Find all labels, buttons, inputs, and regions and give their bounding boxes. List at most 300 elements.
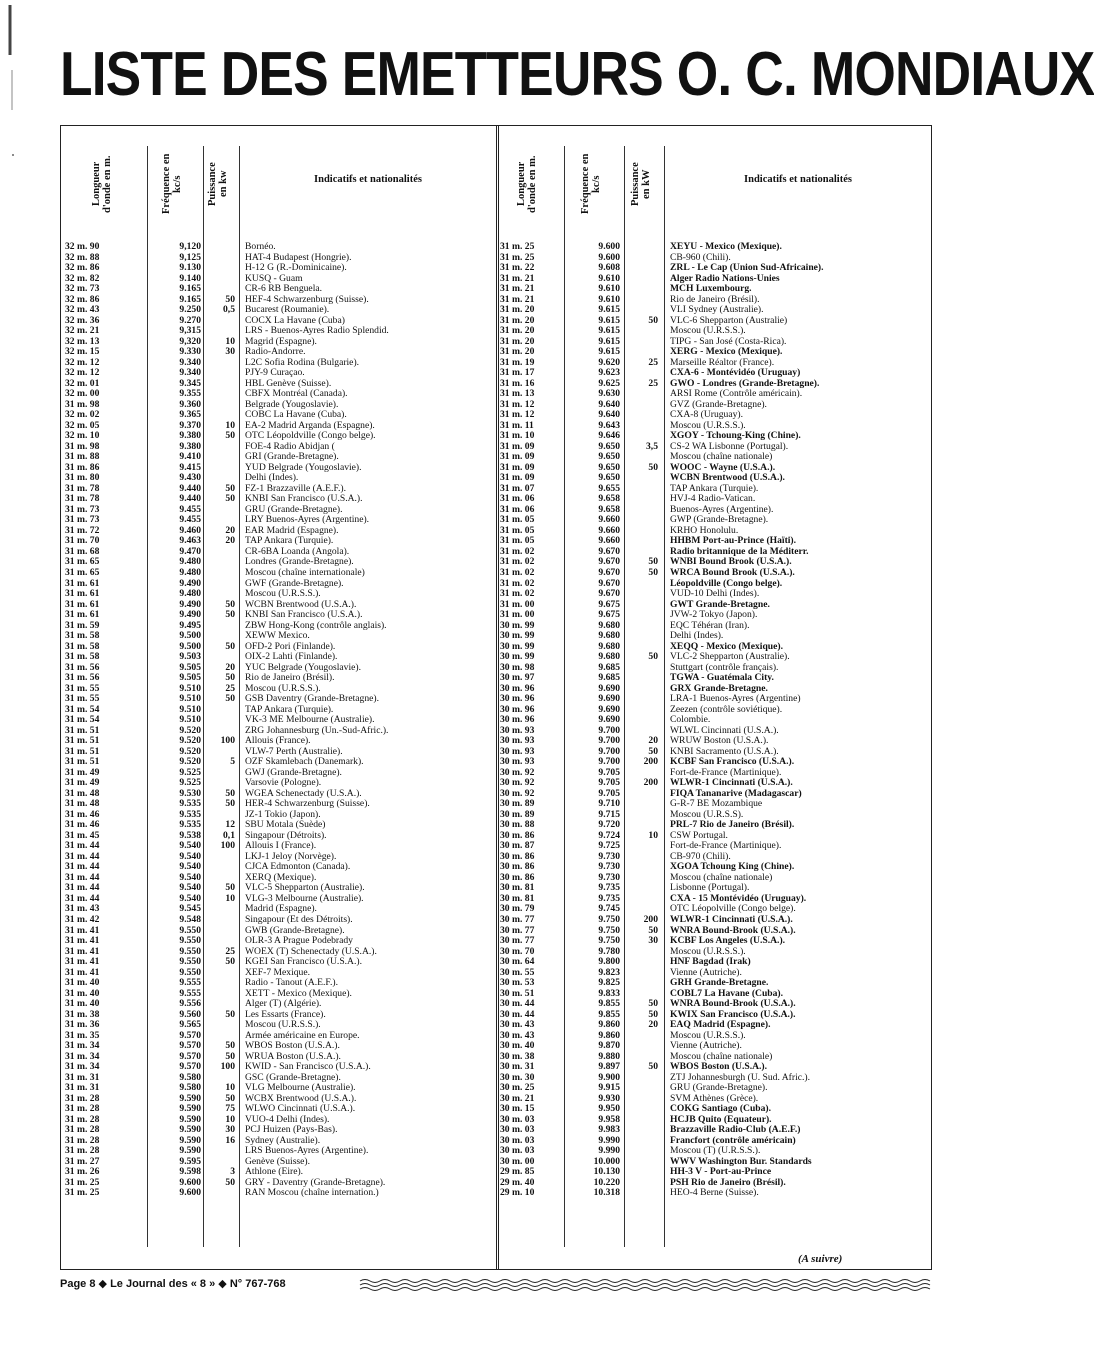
station-cell: XEYU - Mexico (Mexique). — [670, 241, 782, 252]
power-cell: 100 — [220, 735, 235, 747]
station-cell: GRU (Grande-Bretagne). — [670, 1082, 768, 1094]
wavelength-cell: 31 m. 09 — [500, 440, 535, 452]
power-cell: 50 — [648, 745, 658, 757]
wavelength-cell: 30 m. 86 — [500, 871, 535, 883]
frequency-cell: 9.490 — [179, 609, 201, 621]
wavelength-cell: 31 m. 44 — [65, 840, 100, 852]
wavelength-cell: 31 m. 31 — [65, 1082, 100, 1094]
frequency-cell: 9.340 — [179, 356, 201, 368]
table-row — [61, 284, 497, 295]
station-cell: GRH Grande-Bretagne. — [670, 977, 769, 989]
frequency-cell: 9.590 — [179, 1124, 201, 1136]
station-cell: Singapour (Et des Détroits). — [245, 914, 353, 925]
frequency-cell: 9.525 — [179, 777, 201, 789]
frequency-cell: 9.705 — [598, 766, 620, 778]
wavelength-cell: 31 m. 55 — [65, 693, 100, 705]
frequency-cell: 9.600 — [598, 251, 620, 263]
frequency-cell: 9.455 — [179, 514, 201, 526]
frequency-cell: 9.630 — [598, 388, 620, 400]
power-cell: 50 — [225, 430, 235, 442]
station-cell: Radio-Andorre. — [245, 346, 306, 358]
wavelength-cell: 31 m. 59 — [65, 619, 100, 631]
station-cell: OTC Léopolville (Congo belge). — [670, 903, 796, 915]
frequency-cell: 9.600 — [179, 1176, 201, 1188]
frequency-cell: 9.680 — [598, 651, 620, 663]
frequency-cell: 9.690 — [598, 693, 620, 705]
station-cell: Moscou (chaîne nationale) — [670, 871, 773, 883]
frequency-cell: 9.490 — [179, 577, 201, 589]
station-cell: VLC-6 Shepparton (Australie) — [670, 314, 788, 326]
frequency-cell: 9.640 — [598, 398, 620, 410]
station-cell: Moscou (U.R.S.S.). — [245, 682, 321, 694]
frequency-cell: 9.730 — [598, 871, 620, 883]
wavelength-cell: 31 m. 09 — [500, 472, 535, 484]
station-cell: COBL7 La Havane (Cuba). — [670, 987, 784, 999]
wavelength-cell: 30 m. 43 — [500, 1019, 535, 1031]
frequency-cell: 9.705 — [598, 777, 620, 789]
wavelength-cell: 32 m. 36 — [65, 314, 100, 326]
station-cell: Colombie. — [670, 714, 711, 726]
frequency-cell: 9.410 — [179, 451, 201, 463]
station-cell: Marseille Réaltor (France). — [670, 356, 775, 368]
wavelength-cell: 31 m. 21 — [500, 293, 535, 305]
station-cell: SBU Motala (Suède) — [245, 819, 326, 831]
wavelength-cell: 30 m. 40 — [500, 1040, 535, 1052]
wavelength-cell: 30 m. 30 — [500, 1071, 535, 1083]
frequency-cell: 9.570 — [179, 1040, 201, 1052]
wavelength-cell: 31 m. 58 — [65, 630, 100, 642]
wavelength-cell: 31 m. 65 — [65, 566, 100, 578]
frequency-cell: 9.870 — [598, 1040, 620, 1052]
wavelength-cell: 30 m. 97 — [500, 672, 535, 684]
frequency-cell: 9.370 — [179, 419, 201, 431]
frequency-cell: 9.950 — [598, 1103, 620, 1115]
wavelength-cell: 31 m. 86 — [65, 461, 100, 473]
frequency-cell: 9.380 — [179, 440, 201, 452]
station-cell: KCBF Los Angeles (U.S.A.). — [670, 935, 786, 947]
wavelength-cell: 30 m. 96 — [500, 693, 535, 705]
wavelength-cell: 30 m. 98 — [500, 661, 535, 673]
station-cell: GWT Grande-Bretagne. — [670, 598, 770, 610]
frequency-cell: 9.550 — [179, 924, 201, 936]
wavelength-cell: 30 m. 86 — [500, 829, 535, 841]
frequency-cell: 9.270 — [179, 314, 201, 326]
frequency-cell: 9.520 — [179, 756, 201, 768]
frequency-cell: 9.520 — [179, 745, 201, 757]
wavelength-cell: 31 m. 26 — [65, 1166, 100, 1178]
frequency-cell: 9.548 — [179, 914, 201, 925]
station-cell: Radio britannique de la Méditerr. — [670, 545, 809, 557]
frequency-cell: 9.590 — [179, 1145, 201, 1157]
station-cell: TAP Ankara (Turquie). — [245, 535, 334, 547]
wavelength-cell: 31 m. 16 — [500, 377, 535, 389]
power-cell: 10 — [225, 335, 235, 347]
station-cell: Stuttgart (contrôle français). — [670, 661, 779, 673]
wavelength-cell: 31 m. 20 — [500, 335, 535, 347]
footer-page: Page 8 — [60, 1278, 96, 1290]
station-cell: PRL-7 Rio de Janeiro (Brésil). — [670, 819, 795, 831]
station-cell: Delhi (Indes). — [670, 630, 724, 642]
wavelength-cell: 31 m. 44 — [65, 871, 100, 883]
station-cell: LRS - Buenos-Ayres Radio Splendid. — [245, 325, 389, 337]
station-cell: LRS Buenos-Ayres (Argentine). — [245, 1145, 369, 1157]
power-cell: 5 — [230, 756, 235, 768]
station-cell: ZRL - Le Cap (Union Sud-Africaine). — [670, 262, 824, 274]
frequency-cell: 9.897 — [598, 1061, 620, 1073]
station-cell: Zeezen (contrôle soviétique). — [670, 703, 783, 715]
wavelength-cell: 31 m. 21 — [500, 272, 535, 284]
wavelength-cell: 30 m. 25 — [500, 1082, 535, 1094]
frequency-cell: 9.440 — [179, 493, 201, 505]
wavelength-cell: 31 m. 06 — [500, 493, 535, 505]
wavelength-cell: 30 m. 86 — [500, 861, 535, 873]
frequency-cell: 9.556 — [179, 998, 201, 1010]
power-cell: 50 — [225, 493, 235, 505]
wavelength-cell: 31 m. 02 — [500, 566, 535, 578]
frequency-cell: 9.735 — [598, 892, 620, 904]
station-cell: CB-960 (Chili). — [670, 251, 731, 263]
table-row — [498, 610, 931, 621]
wavelength-cell: 30 m. 79 — [500, 903, 535, 915]
frequency-cell: 9.658 — [598, 503, 620, 515]
station-cell: XERG - Mexico (Mexique). — [670, 346, 783, 358]
wavelength-cell: 31 m. 44 — [65, 861, 100, 873]
frequency-cell: 9.915 — [598, 1082, 620, 1094]
station-cell: HER-4 Schwarzenburg (Suisse). — [245, 798, 370, 810]
station-cell: MCH Luxembourg. — [670, 283, 752, 295]
frequency-cell: 9.540 — [179, 892, 201, 904]
station-cell: WGEA Schenectady (U.S.A.). — [245, 787, 362, 799]
station-cell: EA-2 Madrid Arganda (Espagne). — [245, 419, 375, 431]
station-cell: LRY Buenos-Ayres (Argentine). — [245, 514, 370, 526]
frequency-cell: 9.620 — [598, 356, 620, 368]
frequency-cell: 9.700 — [598, 735, 620, 747]
station-cell: YUD Belgrade (Yougoslavie). — [245, 461, 362, 473]
power-cell: 30 — [225, 346, 235, 358]
frequency-cell: 9.615 — [598, 335, 620, 347]
frequency-cell: 9.610 — [598, 293, 620, 305]
wavelength-cell: 31 m. 22 — [500, 262, 535, 274]
power-cell: 20 — [225, 524, 235, 536]
frequency-cell: 9.505 — [179, 672, 201, 684]
table-row — [498, 263, 931, 274]
wavelength-cell: 32 m. 88 — [65, 251, 100, 263]
frequency-cell: 9.655 — [598, 482, 620, 494]
station-cell: EAR Madrid (Espagne). — [245, 524, 339, 536]
frequency-cell: 9.930 — [598, 1092, 620, 1104]
wavelength-cell: 31 m. 41 — [65, 935, 100, 947]
power-cell: 3 — [230, 1166, 235, 1178]
station-cell: Belgrade (Yougoslavie). — [245, 398, 339, 410]
wavelength-cell: 31 m. 34 — [65, 1061, 100, 1073]
frequency-cell: 9.520 — [179, 724, 201, 736]
power-cell: 50 — [648, 998, 658, 1010]
frequency-cell: 9.555 — [179, 987, 201, 999]
frequency-cell: 9.550 — [179, 935, 201, 947]
power-cell: 50 — [225, 956, 235, 968]
wavelength-cell: 31 m. 12 — [500, 398, 535, 410]
wavelength-cell: 32 m. 12 — [65, 367, 100, 379]
wavelength-cell: 30 m. 00 — [500, 1155, 535, 1167]
wavelength-cell: 31 m. 06 — [500, 503, 535, 515]
wavelength-cell: 31 m. 41 — [65, 966, 100, 978]
frequency-cell: 9.670 — [598, 556, 620, 568]
frequency-cell: 9.560 — [179, 1008, 201, 1020]
wavelength-cell: 30 m. 21 — [500, 1092, 535, 1104]
power-cell: 30 — [225, 1124, 235, 1136]
frequency-cell: 9.860 — [598, 1029, 620, 1041]
wavelength-cell: 30 m. 53 — [500, 977, 535, 989]
station-cell: OTC Léopoldville (Congo belge). — [245, 430, 376, 442]
station-cell: G-R-7 BE Mozambique — [670, 798, 763, 810]
station-cell: GSC (Grande-Bretagne). — [245, 1071, 341, 1083]
station-cell: XEWW Mexico. — [245, 630, 310, 642]
power-cell: 50 — [648, 461, 658, 473]
header-wavelength-right: Longueur d'onde en m. — [516, 155, 538, 213]
wavelength-cell: 31 m. 78 — [65, 482, 100, 494]
frequency-cell: 9.660 — [598, 514, 620, 526]
station-cell: GWB (Grande-Bretagne). — [245, 924, 345, 936]
wavelength-cell: 30 m. 15 — [500, 1103, 535, 1115]
wavelength-cell: 31 m. 02 — [500, 577, 535, 589]
station-cell: XGOY - Tchoung-King (Chine). — [670, 430, 801, 442]
station-cell: HAT-4 Budapest (Hongrie). — [245, 251, 352, 263]
station-cell: LRA-1 Buenos-Ayres (Argentine) — [670, 693, 801, 705]
frequency-cell: 10.130 — [593, 1166, 620, 1178]
station-cell: TGWA - Guatémala City. — [670, 672, 774, 684]
station-cell: Rio de Janeiro (Brésil). — [245, 672, 335, 684]
wavelength-cell: 30 m. 99 — [500, 619, 535, 631]
table-row — [61, 957, 497, 968]
station-cell: Allouis (France). — [245, 735, 311, 747]
wavelength-cell: 32 m. 12 — [65, 356, 100, 368]
power-cell: 50 — [225, 1040, 235, 1052]
station-cell: Moscou (chaîne internationale) — [245, 566, 365, 578]
power-cell: 50 — [648, 314, 658, 326]
power-cell: 200 — [643, 914, 658, 925]
station-cell: CR-6BA Loanda (Angola). — [245, 545, 350, 557]
station-cell: CJCA Edmonton (Canada). — [245, 861, 351, 873]
frequency-cell: 9.360 — [179, 398, 201, 410]
wavelength-cell: 31 m. 05 — [500, 535, 535, 547]
frequency-cell: 9.590 — [179, 1113, 201, 1125]
station-cell: HEO-4 Berne (Suisse). — [670, 1187, 759, 1199]
station-cell: OFD-2 Pori (Finlande). — [245, 640, 336, 652]
station-cell: Varsovie (Pologne). — [245, 777, 322, 789]
frequency-cell: 9.880 — [598, 1050, 620, 1062]
wavelength-cell: 31 m. 28 — [65, 1145, 100, 1157]
power-cell: 50 — [225, 293, 235, 305]
station-cell: Magrid (Espagne). — [245, 335, 317, 347]
frequency-cell: 9.500 — [179, 630, 201, 642]
frequency-cell: 9.520 — [179, 735, 201, 747]
station-cell: WRCA Bound Brook (U.S.A.). — [670, 566, 795, 578]
frequency-cell: 9.340 — [179, 367, 201, 379]
wavelength-cell: 31 m. 28 — [65, 1113, 100, 1125]
station-cell: GRY - Daventry (Grande-Bretagne). — [245, 1176, 386, 1188]
wavelength-cell: 32 m. 86 — [65, 293, 100, 305]
power-cell: 10 — [225, 1113, 235, 1125]
frequency-cell: 9.430 — [179, 472, 201, 484]
table-row — [61, 263, 497, 274]
wavelength-cell: 32 m. 10 — [65, 430, 100, 442]
station-cell: WCBN Brentwood (U.S.A.). — [245, 598, 357, 610]
frequency-cell: 9.380 — [179, 430, 201, 442]
power-cell: 50 — [225, 787, 235, 799]
station-cell: TAP Ankara (Turquie). — [245, 703, 334, 715]
wavelength-cell: 30 m. 96 — [500, 682, 535, 694]
wavelength-cell: 31 m. 25 — [500, 251, 535, 263]
station-cell: OIX-2 Lahti (Finlande). — [245, 651, 338, 663]
frequency-cell: 9.623 — [598, 367, 620, 379]
station-cell: KCBF San Francisco (U.S.A.). — [670, 756, 795, 768]
wavelength-cell: 31 m. 20 — [500, 346, 535, 358]
wavelength-cell: 31 m. 20 — [500, 314, 535, 326]
wavelength-cell: 31 m. 02 — [500, 588, 535, 600]
station-cell: GRU (Grande-Bretagne). — [245, 503, 343, 515]
frequency-cell: 9.900 — [598, 1071, 620, 1083]
wavelength-cell: 31 m. 54 — [65, 714, 100, 726]
table-row — [498, 284, 931, 295]
station-cell: XETT - Mexico (Mexique). — [245, 987, 352, 999]
wavelength-cell: 30 m. 81 — [500, 892, 535, 904]
wavelength-cell: 30 m. 64 — [500, 956, 535, 968]
station-cell: Delhi (Indes). — [245, 472, 299, 484]
wavelength-cell: 31 m. 45 — [65, 829, 100, 841]
power-cell: 50 — [225, 609, 235, 621]
station-cell: FZ-1 Brazzaville (A.E.F.). — [245, 482, 347, 494]
power-cell: 25 — [648, 356, 658, 368]
station-cell: H-12 G (R.-Dominicaine). — [245, 262, 347, 274]
wavelength-cell: 31 m. 31 — [65, 1071, 100, 1083]
frequency-cell: 9.690 — [598, 682, 620, 694]
frequency-cell: 9.715 — [598, 808, 620, 820]
wavelength-cell: 31 m. 56 — [65, 672, 100, 684]
wavelength-cell: 31 m. 51 — [65, 745, 100, 757]
frequency-cell: 9.735 — [598, 882, 620, 894]
power-cell: 25 — [225, 945, 235, 957]
station-cell: WOOC - Wayne (U.S.A.). — [670, 461, 776, 473]
frequency-cell: 9.540 — [179, 882, 201, 894]
frequency-cell: 9.823 — [598, 966, 620, 978]
power-cell: 50 — [225, 1008, 235, 1020]
table-row — [61, 568, 497, 579]
frequency-cell: 9.165 — [179, 283, 201, 295]
frequency-cell: 9.510 — [179, 693, 201, 705]
wavelength-cell: 30 m. 93 — [500, 724, 535, 736]
wavelength-cell: 31 m. 00 — [500, 598, 535, 610]
wavelength-cell: 30 m. 99 — [500, 630, 535, 642]
wavelength-cell: 31 m. 68 — [65, 545, 100, 557]
wavelength-cell: 30 m. 38 — [500, 1050, 535, 1062]
frequency-cell: 9.600 — [598, 241, 620, 252]
frequency-cell: 9.535 — [179, 798, 201, 810]
header-station-right: Indicatifs et nationalités — [744, 174, 852, 185]
station-cell: ARSI Rome (Contrôle américain). — [670, 388, 803, 400]
wavelength-cell: 32 m. 01 — [65, 377, 100, 389]
wavelength-cell: 31 m. 44 — [65, 892, 100, 904]
station-cell: WRUA Boston (U.S.A.). — [245, 1050, 341, 1062]
frequency-cell: 9.570 — [179, 1050, 201, 1062]
station-cell: KNBI San Francisco (U.S.A.). — [245, 609, 363, 621]
table-row — [61, 1188, 497, 1199]
power-cell: 10 — [225, 1082, 235, 1094]
frequency-cell: 9.540 — [179, 840, 201, 852]
frequency-cell: 9.565 — [179, 1019, 201, 1031]
wavelength-cell: 30 m. 43 — [500, 1029, 535, 1041]
left-table — [61, 126, 497, 1269]
station-cell: FOE-4 Radio Abidjan ( — [245, 440, 335, 452]
station-cell: Les Essarts (France). — [245, 1008, 326, 1020]
station-cell: OLR-3 A Prague Podebrady — [245, 935, 353, 947]
wavelength-cell: 31 m. 25 — [65, 1176, 100, 1188]
frequency-cell: 9.250 — [179, 304, 201, 316]
wavelength-cell: 31 m. 35 — [65, 1029, 100, 1041]
station-cell: KNBI Sacramento (U.S.A.). — [670, 745, 779, 757]
frequency-cell: 9.550 — [179, 966, 201, 978]
frequency-cell: 9.745 — [598, 903, 620, 915]
frequency-cell: 9.570 — [179, 1061, 201, 1073]
wavelength-cell: 32 m. 00 — [65, 388, 100, 400]
station-cell: HHBM Port-au-Prince (Haïti). — [670, 535, 797, 547]
frequency-cell: 9.675 — [598, 609, 620, 621]
frequency-cell: 9.825 — [598, 977, 620, 989]
table-row — [61, 915, 497, 926]
frequency-cell: 9.780 — [598, 945, 620, 957]
wavelength-cell: 31 m. 40 — [65, 987, 100, 999]
wavelength-cell: 30 m. 89 — [500, 808, 535, 820]
station-cell: HEF-4 Schwarzenburg (Suisse). — [245, 293, 369, 305]
station-cell: ZBW Hong-Kong (contrôle anglais). — [245, 619, 387, 631]
frequency-cell: 9.545 — [179, 903, 201, 915]
wavelength-cell: 31 m. 40 — [65, 977, 100, 989]
wavelength-cell: 31 m. 00 — [500, 609, 535, 621]
station-cell: Francfort (contrôle américain) — [670, 1134, 796, 1146]
frequency-cell: 9.540 — [179, 871, 201, 883]
table-row — [61, 589, 497, 600]
wavelength-cell: 30 m. 77 — [500, 914, 535, 925]
frequency-cell: 9.800 — [598, 956, 620, 968]
wavelength-cell: 29 m. 85 — [500, 1166, 535, 1178]
station-cell: Moscou (U.R.S.S.). — [670, 325, 746, 337]
wavelength-cell: 31 m. 05 — [500, 514, 535, 526]
station-cell: Léopoldville (Congo belge). — [670, 577, 783, 589]
frequency-cell: 9.580 — [179, 1071, 201, 1083]
station-cell: Bornéo. — [245, 241, 276, 252]
station-cell: Sydney (Australie). — [245, 1134, 321, 1146]
frequency-cell: 9.670 — [598, 588, 620, 600]
wavelength-cell: 31 m. 13 — [500, 388, 535, 400]
frequency-cell: 9.990 — [598, 1134, 620, 1146]
frequency-cell: 9.675 — [598, 598, 620, 610]
header-frequency-right: Fréquence en kc/s — [580, 153, 602, 215]
wavelength-cell: 31 m. 42 — [65, 914, 100, 925]
frequency-cell: 9.505 — [179, 661, 201, 673]
frequency-cell: 9.615 — [598, 325, 620, 337]
station-cell: KWIX San Francisco (U.S.A.). — [670, 1008, 796, 1020]
wavelength-cell: 30 m. 92 — [500, 787, 535, 799]
wavelength-cell: 30 m. 86 — [500, 850, 535, 862]
page-title: LISTE DES EMETTEURS O. C. MONDIAUX — [60, 40, 1094, 109]
station-cell: XEQQ - Mexico (Mexique). — [670, 640, 783, 652]
wavelength-cell: 31 m. 61 — [65, 588, 100, 600]
frequency-cell: 9.724 — [598, 829, 620, 841]
station-cell: HCJB Quito (Equateur). — [670, 1113, 772, 1125]
station-cell: Bucarest (Roumanie). — [245, 304, 330, 316]
wavelength-cell: 31 m. 49 — [65, 766, 100, 778]
station-cell: KWID - San Francisco (U.S.A.). — [245, 1061, 371, 1073]
frequency-cell: 9.455 — [179, 503, 201, 515]
